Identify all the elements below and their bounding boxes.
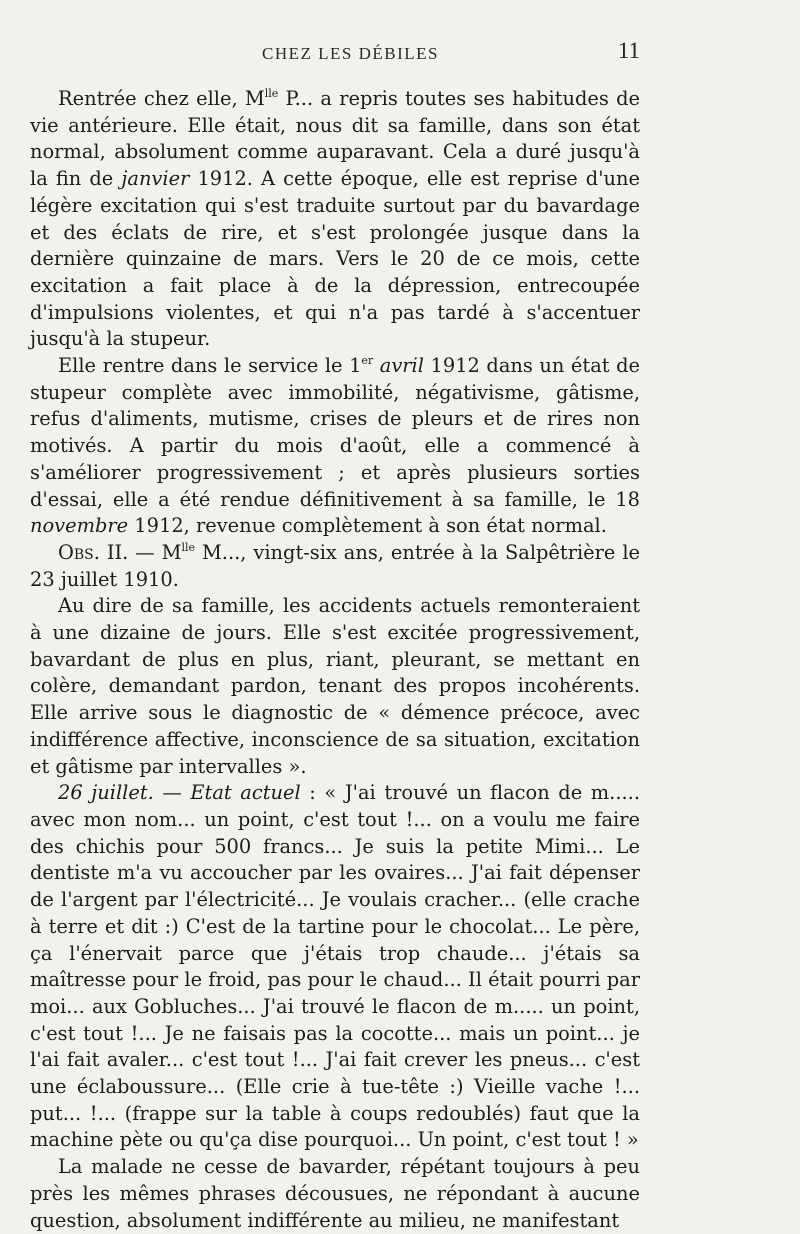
italic-date: novembre: [30, 514, 129, 538]
text-run: 1912, revenue complètement à son état normal.: [128, 514, 607, 538]
text-run: 1912 dans un état de stupeur complète avec immobilité, négativisme, gâtisme, refus d'aliments, mutisme, crises de pleurs et de rires non motivés. A partir du mois d'août, elle a commencé à s'améliorer progressivement ; et après plusieurs sorties d'essai, elle a été rendue définitivement à sa famille, le 18: [30, 354, 640, 511]
page-number: 11: [617, 38, 640, 63]
page-header: [0, 38, 800, 84]
text-run: — M: [128, 540, 182, 564]
superscript: er: [361, 354, 374, 368]
paragraph: Au dire de sa famille, les accidents actuels remonteraient à une dizaine de jours. Elle s'est excitée progressivement, bavardant de plus en plus, riant, pleurant, se mettant en colère, demandant pardon, tenant des propos incohérents. Elle arrive sous le diagnostic de « démence précoce, avec indifférence affective, inconscience de sa situation, excitation et gâtisme par intervalles ».: [30, 594, 640, 778]
text-run: 1912. A cette époque, elle est reprise d'une légère excitation qui s'est traduite surtout par du bavardage et des éclats de rire, et s'est prolongée jusque dans la dernière quinzaine de mars. Vers le 20 de ce mois, cette excitation a fait place à de la dépression, entrecoupée d'impulsions violentes, et qui n'a pas tardé à s'accentuer jusqu'à la stupeur.: [30, 167, 640, 351]
text-run: Elle rentre dans le service le 1: [58, 354, 362, 378]
text-run: Rentrée chez elle, M: [58, 87, 265, 110]
text-run: M..., vingt-six ans, entrée à la Salpêtrière le 23 juillet 1910.: [30, 540, 640, 591]
text-run: P... a repris toutes ses habitudes de vie antérieure. Elle était, nous dit sa famille, dans son état normal, absolument comme auparavant. Cela a duré jusqu'à la fin de: [30, 87, 640, 191]
running-head: CHEZ LES DÉBILES: [262, 44, 439, 63]
observation-heading: [30, 540, 640, 593]
superscript: lle: [181, 540, 196, 554]
paragraph: [30, 353, 640, 540]
superscript: lle: [264, 87, 279, 100]
italic-label: Etat actuel: [190, 781, 301, 805]
paragraph: [30, 86, 640, 353]
paragraph: La malade ne cesse de bavarder, répétant toujours à peu près les mêmes phrases décousues, ne répondant à aucune question, absolument indifférente au milieu, ne manifestant: [30, 1155, 640, 1232]
italic-date: avril: [379, 354, 424, 378]
paragraph: 26 juillet. — Etat actuel : « J'ai trouvé un flacon de m..... avec mon nom... un point, c'est tout !... on a voulu me faire des chichis pour 500 francs... Je suis la petite Mimi... Le dentiste m'a vu accoucher par les ovaires... J'ai fait dépenser de l'argent par l'électricité... Je voulais cracher... (elle crache à terre et dit :) C'est de la tartine pour le chocolat... Le père, ça l'énervait parce que j'étais trop chaude... j'étais sa maîtresse pour le froid, pas pour le chaud... Il était pourri par moi... aux Gobluches... J'ai trouvé le flacon de m..... un point, c'est tout !... Je ne faisais pas la cocotte... mais un point... je l'ai fait avaler... c'est tout !... J'ai fait crever les pneus... c'est une éclaboussure... (Elle crie à tue-tête :) Vieille vache !... put... !... (frappe sur la table à coups redoublés) faut que la machine pète ou qu'ça dise pourquoi... Un point, c'est tout ! »: [30, 781, 640, 1152]
body-text: [30, 86, 640, 1234]
italic-date: 26 juillet.: [58, 781, 154, 805]
observation-label: Obs. II.: [58, 540, 129, 564]
text-run: : « J'ai trouvé un flacon de m..... avec mon nom... un point, c'est tout !... on a voulu me faire des chichis pour 500 francs... Je suis la petite Mimi... Le dentiste m'a vu accoucher par les ovaires... J'ai fait dépenser de l'argent par l'électricité... Je voulais cracher... (elle crache à terre et dit :) C'est de la tartine pour le chocolat... Le père, ça l'énervait parce que j'étais trop chaude... j'étais sa maîtresse pour le froid, pas pour le chaud... Il était pourri par moi... aux Gobluches... J'ai trouvé le flacon de m..... un point, c'est tout !... Je ne faisais pas la cocotte... mais un point... je l'ai fait avaler... c'est tout !... J'ai fait crever les pneus... c'est une éclaboussure... (Elle crie à tue-tête :) Vieille vache !... put... !... (frappe sur la table à coups redoublés) faut que la machine pète ou qu'ça dise pourquoi... Un point, c'est tout ! »: [30, 781, 640, 1152]
italic-date: janvier: [121, 167, 190, 191]
